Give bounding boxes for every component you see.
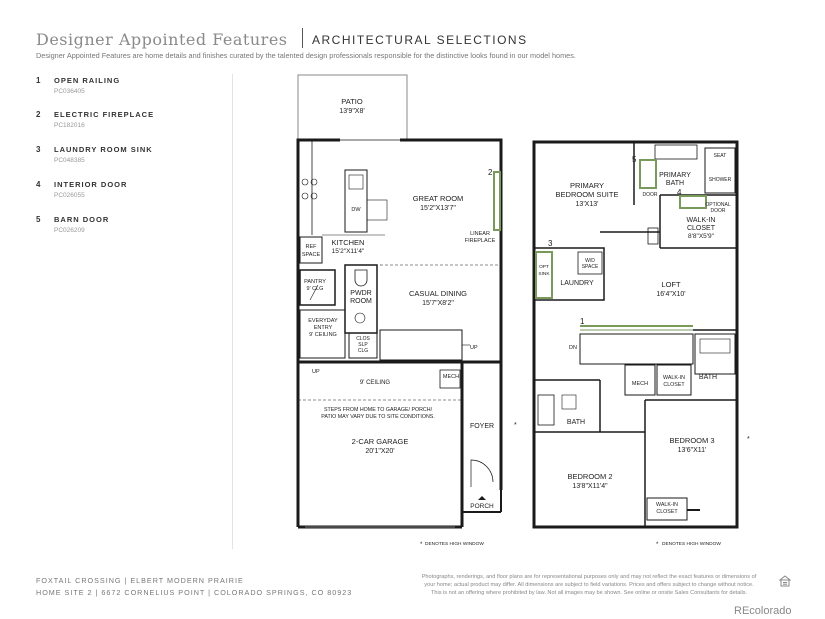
callout-5: 5: [632, 155, 637, 164]
casual-dining-label: CASUAL DINING: [408, 289, 468, 298]
great-room-dims: 15'2"X13'7": [420, 205, 456, 212]
linear-fireplace-label-1: LINEAR: [470, 231, 490, 237]
kitchen-label: KITCHEN: [331, 238, 365, 247]
walk-in-closet-3-label-1: WALK-IN: [656, 502, 678, 508]
optional-door-label-1: OPTIONAL: [705, 202, 731, 208]
feature-name: INTERIOR DOOR: [54, 180, 128, 189]
patio-label: PATIO: [341, 97, 363, 106]
patio-dims: 13'9"X8': [339, 108, 365, 115]
upper-high-window-note: DENOTES HIGH WINDOW: [662, 542, 721, 547]
steps-note-1: STEPS FROM HOME TO GARAGE/ PORCH/: [323, 407, 433, 413]
walk-in-closet-2-label-1: WALK-IN: [663, 375, 685, 381]
walk-in-closet-label-1: WALK-IN: [686, 217, 716, 224]
callout-3: 3: [548, 239, 553, 248]
disclaimer-line: Photographs, renderings, and floor plans are for representational purposes only and may not reflect the exact features or dimensions of: [421, 574, 757, 580]
loft-label: LOFT: [661, 280, 681, 289]
pantry-label-2: 9' CLG: [306, 286, 324, 292]
primary-bath-label-2: BATH: [665, 180, 685, 187]
disclaimer-line: your home; actual product may differ. All dimensions are subject to field variations. Prices and offers subject to change without notice.: [424, 582, 754, 588]
feature-name: LAUNDRY ROOM SINK: [54, 145, 153, 154]
ref-space-label-1: REF: [305, 244, 317, 250]
main-high-window-note: DENOTES HIGH WINDOW: [425, 542, 484, 547]
feature-number: 3: [36, 145, 41, 154]
stairs-down-label: DN: [569, 345, 577, 351]
bath-left-label: BATH: [566, 419, 586, 426]
everyday-entry-label-3: 9' CEILING: [309, 332, 337, 338]
upper-floor-plan: [534, 142, 737, 527]
everyday-entry-label-1: EVERYDAY: [308, 318, 338, 324]
page-subtitle: ARCHITECTURAL SELECTIONS: [312, 33, 528, 47]
door-label: DOOR: [642, 192, 658, 198]
callout-1: 1: [580, 317, 585, 326]
clos-label-3: CLG: [357, 348, 369, 354]
feature-code: PC026055: [54, 192, 85, 199]
main-floor-plan: [298, 75, 501, 527]
loft-dims: 16'4"X10': [656, 291, 686, 298]
bedroom3-dims: 13'6"X11': [677, 447, 707, 454]
everyday-entry-label-2: ENTRY: [313, 325, 333, 331]
high-window-marker: *: [420, 542, 423, 548]
callout-4: 4: [677, 188, 682, 197]
optional-door-label-2: DOOR: [710, 208, 726, 214]
image-credit: REcolorado: [734, 605, 792, 617]
high-window-marker: *: [656, 542, 659, 548]
home-site-address: HOME SITE 2 | 6672 CORNELIUS POINT | COLORADO SPRINGS, CO 80923: [36, 588, 353, 597]
wd-space-label-2: SPACE: [581, 264, 599, 270]
feature-code: PC048385: [54, 157, 85, 164]
page-title: Designer Appointed Features: [36, 30, 288, 49]
bedroom3-label: BEDROOM 3: [669, 436, 715, 445]
steps-note-2: PATIO MAY VARY DUE TO SITE CONDITIONS.: [321, 414, 435, 420]
linear-fireplace-label-2: FIREPLACE: [464, 238, 496, 244]
clos-label-2: SLP: [358, 342, 368, 348]
walk-in-closet-dims: 8'8"X5'9": [688, 233, 714, 240]
feature-code: PC036405: [54, 88, 85, 95]
feature-name: ELECTRIC FIREPLACE: [54, 110, 155, 119]
ceiling-label: 9' CEILING: [359, 380, 391, 386]
disclaimer-line: This is not an offering where prohibited by law. Not all images may be shown. See online or onsite Sales Consultants for details.: [430, 590, 748, 596]
walk-in-closet-2-label-2: CLOSET: [663, 382, 685, 388]
primary-bath-label-1: PRIMARY: [659, 172, 691, 179]
seat-label: SEAT: [713, 153, 727, 159]
feature-code: PC182016: [54, 122, 85, 129]
great-room-label: GREAT ROOM: [412, 194, 464, 203]
shower-label: SHOWER: [708, 177, 732, 183]
pwdr-room-label-1: PWDR: [350, 290, 372, 297]
opt-sink-label-1: OPT: [539, 265, 549, 270]
walk-in-closet-3-label-2: CLOSET: [656, 509, 678, 515]
walk-in-closet-label-2: CLOSET: [686, 225, 716, 232]
garage-up-label: UP: [312, 369, 320, 375]
laundry-label: LAUNDRY: [560, 280, 594, 287]
porch-label: PORCH: [470, 503, 494, 510]
main-mech-label: MECH: [442, 374, 460, 380]
garage-dims: 20'1"X20': [365, 448, 395, 455]
callout-2: 2: [488, 168, 493, 177]
garage-label: 2-CAR GARAGE: [351, 437, 409, 446]
feature-number: 4: [36, 180, 41, 189]
feature-number: 1: [36, 76, 41, 85]
wd-space-label-1: W/D: [585, 258, 595, 264]
bedroom2-dims: 13'8"X11'4": [572, 483, 608, 490]
high-window-marker: *: [747, 436, 750, 443]
high-window-marker: *: [514, 422, 517, 429]
feature-name: BARN DOOR: [54, 215, 110, 224]
primary-suite-label-2: BEDROOM SUITE: [555, 190, 619, 199]
community-name: FOXTAIL CROSSING | ELBERT MODERN PRAIRIE: [36, 576, 244, 585]
casual-dining-dims: 15'7"X8'2": [422, 300, 454, 307]
upper-mech-label: MECH: [631, 381, 649, 387]
dw-label: DW: [351, 207, 361, 213]
bath-right-label: BATH: [698, 374, 718, 381]
opt-sink-label-2: SINK: [538, 272, 550, 277]
feature-number: 2: [36, 110, 41, 119]
clos-label-1: CLOS: [356, 336, 370, 342]
bedroom2-label: BEDROOM 2: [567, 472, 613, 481]
pantry-label-1: PANTRY: [304, 279, 326, 285]
primary-suite-label-1: PRIMARY: [569, 181, 605, 190]
feature-number: 5: [36, 215, 41, 224]
feature-name: OPEN RAILING: [54, 76, 121, 85]
feature-code: PC026209: [54, 227, 85, 234]
foyer-label: FOYER: [469, 423, 495, 430]
equal-housing-icon: [779, 575, 791, 587]
pwdr-room-label-2: ROOM: [350, 298, 372, 305]
primary-suite-dims: 13'X13': [575, 201, 599, 208]
page-description: Designer Appointed Features are home details and finishes curated by the talented design professionals responsible for the distinctive looks found in our model homes.: [36, 51, 576, 60]
legal-disclaimer: [404, 573, 774, 597]
ref-space-label-2: SPACE: [301, 252, 321, 258]
kitchen-dims: 15'2"X11'4": [331, 248, 365, 255]
stairs-up-label: UP: [470, 345, 478, 351]
